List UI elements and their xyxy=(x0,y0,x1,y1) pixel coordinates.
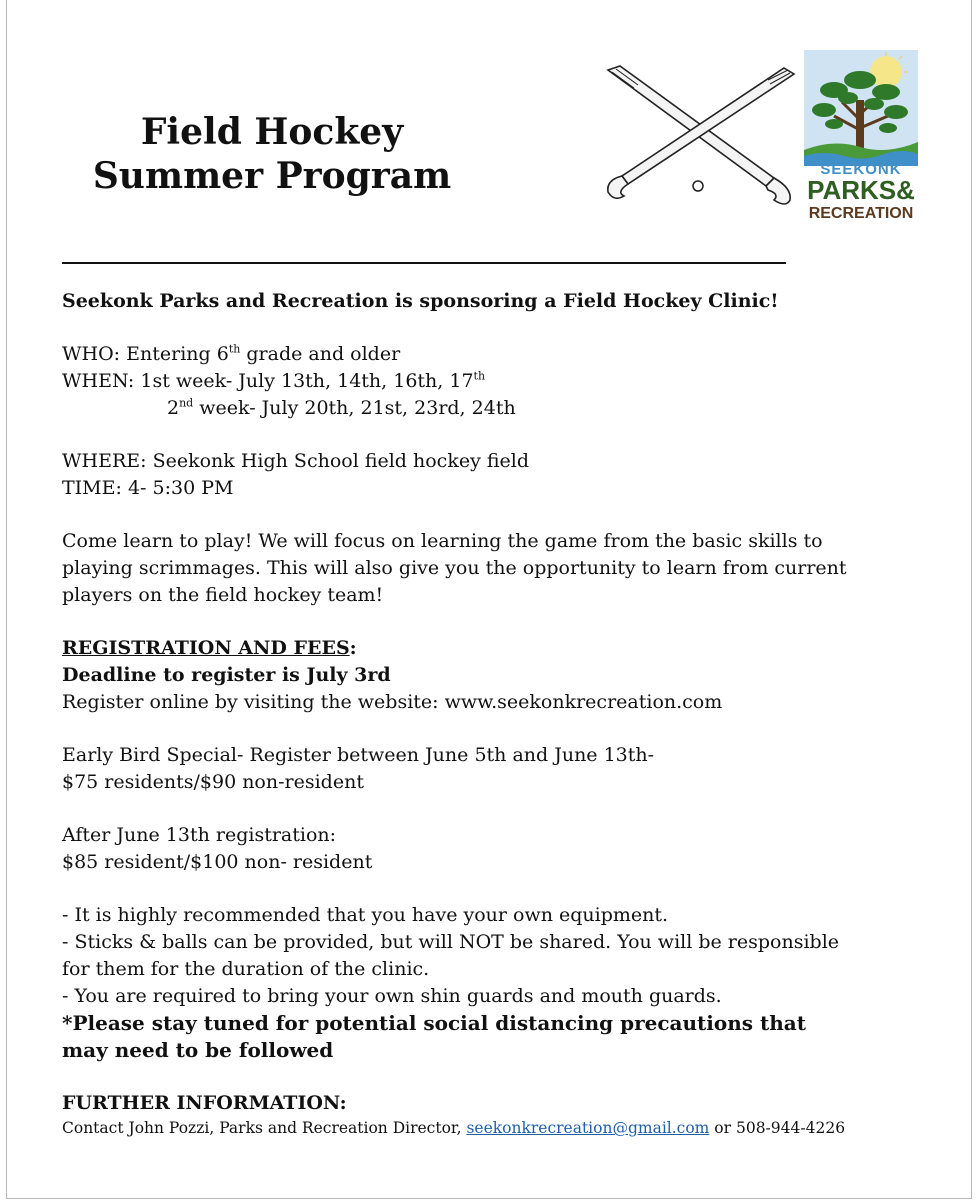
after-line: After June 13th registration: xyxy=(62,824,337,846)
description-line: Come learn to play! We will focus on learning the game from the basic skills to xyxy=(62,530,823,552)
logo-line-1: SEEKONK xyxy=(820,161,902,178)
registration-online: Register online by visiting the website: www.seekonkrecreation.com xyxy=(62,691,723,713)
who-line: WHO: Entering 6th grade and older xyxy=(62,342,401,365)
intro-heading: Seekonk Parks and Recreation is sponsoring a Field Hockey Clinic! xyxy=(62,290,779,312)
note-item: - Sticks & balls can be provided, but will NOT be shared. You will be responsible xyxy=(62,931,840,953)
title-line-1: Field Hockey xyxy=(140,111,404,153)
note-item: - You are required to bring your own shin guards and mouth guards. xyxy=(62,985,722,1007)
seekonk-parks-logo xyxy=(804,50,918,228)
logo-line-3: RECREATION xyxy=(808,205,914,222)
description-line: playing scrimmages. This will also give you the opportunity to learn from current xyxy=(62,557,847,579)
when-week-2: 2nd week- July 20th, 21st, 23rd, 24th xyxy=(167,396,516,419)
flyer-body xyxy=(62,288,942,1139)
further-info-heading: FURTHER INFORMATION: xyxy=(62,1092,347,1114)
note-item: for them for the duration of the clinic. xyxy=(62,958,430,980)
when-line: WHEN: 1st week- July 13th, 14th, 16th, 17th xyxy=(62,369,486,392)
registration-deadline: Deadline to register is July 3rd xyxy=(62,664,391,686)
horizontal-divider xyxy=(62,262,786,264)
page-title xyxy=(62,110,482,198)
note-item: - It is highly recommended that you have your own equipment. xyxy=(62,904,669,926)
notice-line: may need to be followed xyxy=(62,1038,334,1062)
after-price: $85 resident/$100 non- resident xyxy=(62,851,373,873)
contact-line: Contact John Pozzi, Parks and Recreation Director, seekonkrecreation@gmail.com or 508-944-4226 xyxy=(62,1119,846,1137)
crossed-hockey-sticks-icon xyxy=(598,60,798,210)
ball-icon xyxy=(693,181,703,191)
logo-line-2: PARKS& xyxy=(807,175,915,205)
early-bird-price: $75 residents/$90 non-resident xyxy=(62,771,364,793)
early-bird-line: Early Bird Special- Register between June 5th and June 13th- xyxy=(62,744,655,766)
time-line: TIME: 4- 5:30 PM xyxy=(62,477,234,499)
title-line-2: Summer Program xyxy=(92,155,452,197)
description-line: players on the field hockey team! xyxy=(62,584,384,606)
notice-line: *Please stay tuned for potential social distancing precautions that xyxy=(62,1011,806,1035)
where-line: WHERE: Seekonk High School field hockey field xyxy=(62,450,530,472)
registration-heading: REGISTRATION AND FEES: xyxy=(62,637,357,659)
email-link[interactable]: seekonkrecreation@gmail.com xyxy=(466,1119,710,1137)
